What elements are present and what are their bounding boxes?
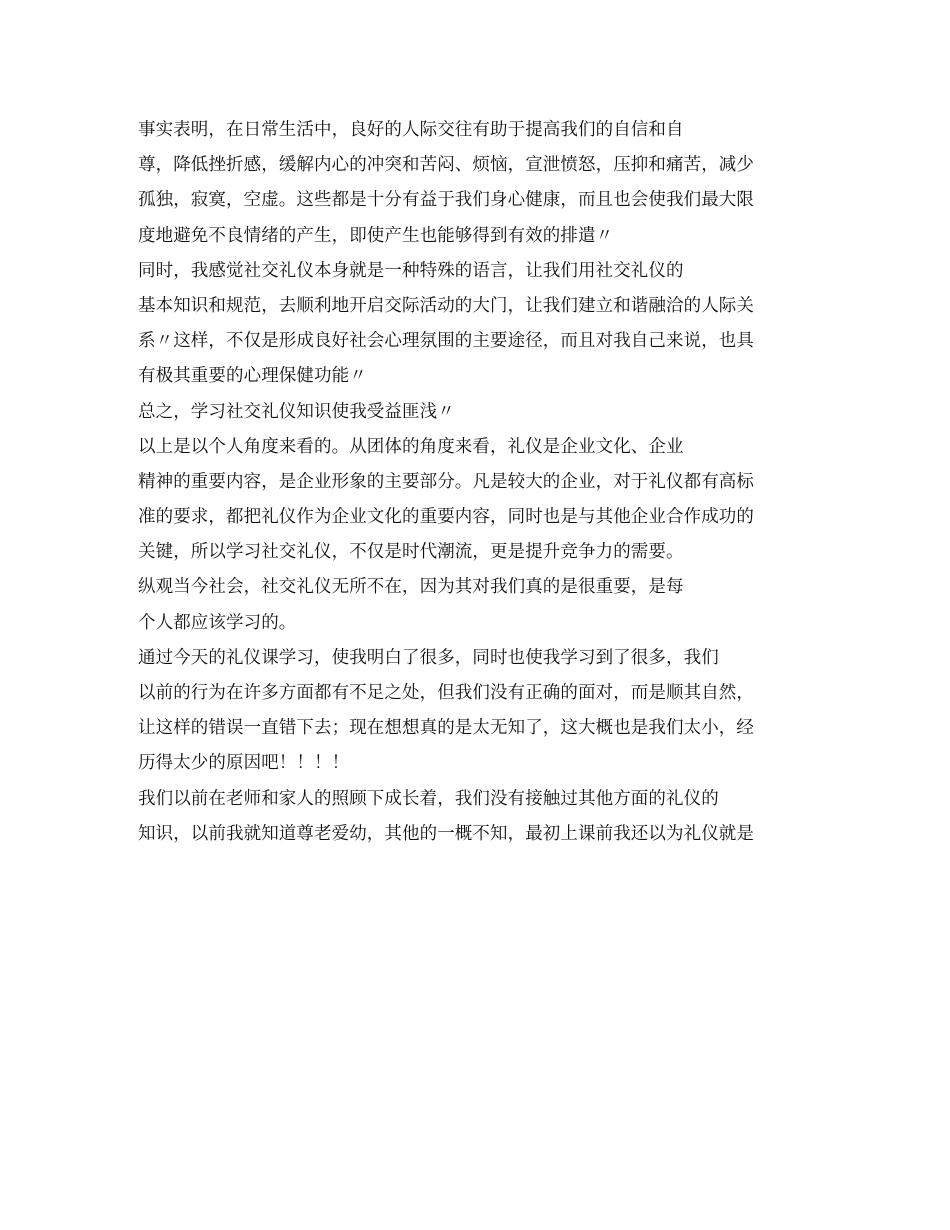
text-line: 有极其重要的心理保健功能〃 bbox=[138, 366, 367, 387]
text-line: 我们以前在老师和家人的照顾下成长着，我们没有接触过其他方面的礼仪的 bbox=[138, 788, 719, 809]
text-line: 同时，我感觉社交礼仪本身就是一种特殊的语言，让我们用社交礼仪的 bbox=[138, 260, 684, 281]
text-line: 让这样的错误一直错下去；现在想想真的是太无知了，这大概也是我们太小，经 bbox=[138, 718, 754, 739]
text-line: 精神的重要内容，是企业形象的主要部分。凡是较大的企业，对于礼仪都有高标 bbox=[138, 471, 754, 492]
text-line: 个人都应该学习的。 bbox=[138, 612, 297, 633]
text-line: 系〃这样，不仅是形成良好社会心理氛围的主要途径，而且对我自己来说，也具 bbox=[138, 331, 754, 352]
text-line: 以前的行为在许多方面都有不足之处，但我们没有正确的面对，而是顺其自然， bbox=[138, 683, 754, 703]
text-line: 通过今天的礼仪课学习，使我明白了很多，同时也使我学习到了很多，我们 bbox=[138, 647, 719, 668]
text-line: 准的要求，都把礼仪作为企业文化的重要内容，同时也是与其他企业合作成功的 bbox=[138, 507, 754, 528]
text-line: 度地避免不良情绪的产生，即使产生也能够得到有效的排遣〃 bbox=[138, 225, 614, 246]
text-line: 事实表明，在日常生活中，良好的人际交往有助于提高我们的自信和自 bbox=[138, 120, 684, 140]
text-line: 关键，所以学习社交礼仪，不仅是时代潮流，更是提升竞争力的需要。 bbox=[138, 542, 684, 563]
text-line: 孤独，寂寞，空虚。这些都是十分有益于我们身心健康，而且也会使我们最大限 bbox=[138, 190, 754, 211]
text-line: 纵观当今社会，社交礼仪无所不在，因为其对我们真的是很重要，是每 bbox=[138, 577, 684, 598]
text-line: 以上是以个人角度来看的。从团体的角度来看，礼仪是企业文化、企业 bbox=[138, 436, 684, 457]
document-body bbox=[138, 113, 828, 852]
text-line: 尊，降低挫折感，缓解内心的冲突和苦闷、烦恼，宣泄愤怒，压抑和痛苦，减少 bbox=[138, 155, 754, 176]
text-line: 总之，学习社交礼仪知识使我受益匪浅〃 bbox=[138, 401, 455, 422]
text-line: 历得太少的原因吧！！！！ bbox=[138, 753, 350, 774]
text-line: 知识，以前我就知道尊老爱幼，其他的一概不知，最初上课前我还以为礼仪就是 bbox=[138, 823, 754, 844]
text-line: 基本知识和规范，去顺利地开启交际活动的大门，让我们建立和谐融洽的人际关 bbox=[138, 295, 754, 316]
